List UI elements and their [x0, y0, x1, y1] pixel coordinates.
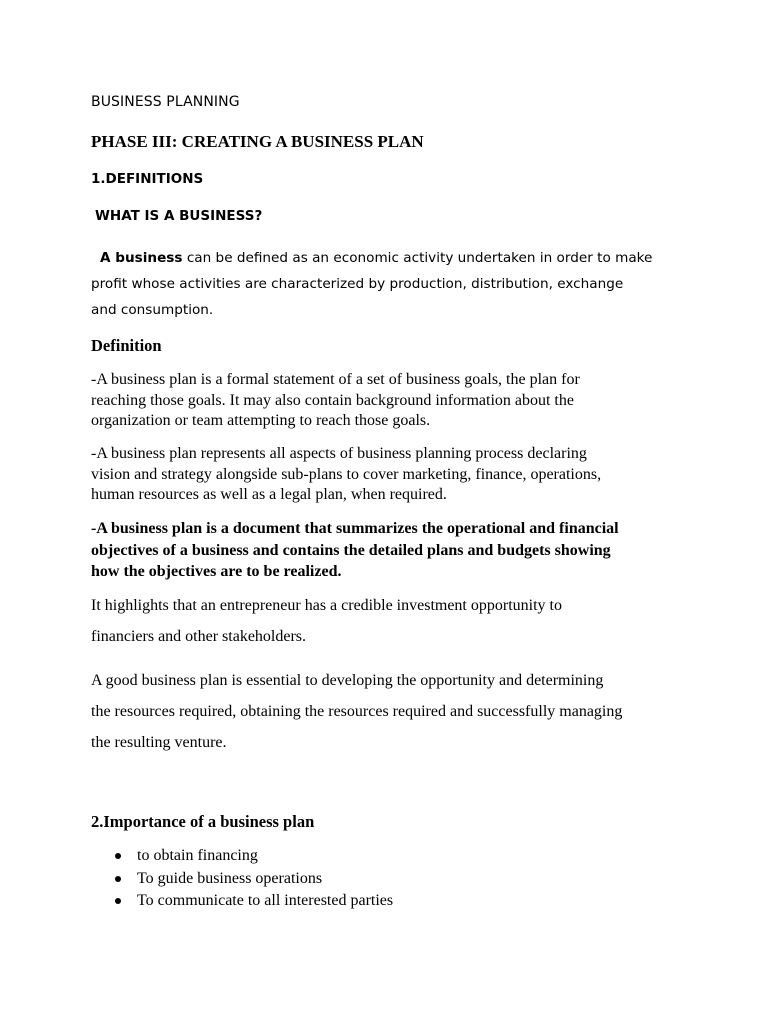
paragraph-line: how the objectives are to be realized.	[91, 563, 342, 580]
list-item	[113, 890, 393, 913]
paragraph-line: financiers and other stakeholders.	[91, 628, 307, 645]
paragraph-line: the resulting venture.	[91, 734, 227, 751]
question-heading: WHAT IS A BUSINESS?	[95, 208, 263, 224]
business-definition-line-1	[91, 245, 691, 271]
section-heading-importance: 2.Importance of a business plan	[91, 812, 315, 831]
good-business-plan-paragraph	[91, 665, 691, 758]
definition-heading: Definition	[91, 336, 162, 355]
importance-list	[113, 845, 393, 913]
business-definition-paragraph	[91, 245, 691, 323]
phase-title: PHASE III: CREATING A BUSINESS PLAN	[91, 132, 424, 151]
paragraph-line: human resources as well as a legal plan, when required.	[91, 486, 447, 503]
definition-paragraph-3-bold	[91, 518, 691, 583]
business-definition-line-3: and consumption.	[91, 302, 214, 318]
paragraph-line: -A business plan is a document that summarizes the operational and financial	[91, 520, 619, 537]
list-item-text: To communicate to all interested parties	[137, 892, 394, 909]
paragraph-line: A good business plan is essential to developing the opportunity and determining	[91, 672, 604, 689]
business-definition-line-2: profit whose activities are characterized by production, distribution, exchange	[91, 276, 624, 292]
paragraph-line: objectives of a business and contains the detailed plans and budgets showing	[91, 541, 611, 559]
paragraph-line: reaching those goals. It may also contain background information about the	[91, 391, 574, 409]
definition-paragraph-2	[91, 444, 691, 506]
section-heading-definitions: 1.DEFINITIONS	[91, 171, 204, 187]
list-item-text: to obtain financing	[137, 847, 258, 864]
bullet-icon	[115, 876, 121, 882]
paragraph-line: organization or team attempting to reach those goals.	[91, 412, 431, 429]
business-definition-line-1-rest: can be defined as an economic activity undertaken in order to make	[182, 250, 653, 266]
business-term: A business	[100, 250, 183, 266]
paragraph-line: the resources required, obtaining the resources required and successfully managing	[91, 703, 623, 720]
paragraph-line: vision and strategy alongside sub-plans to cover marketing, finance, operations,	[91, 465, 602, 483]
bullet-icon	[115, 898, 121, 904]
definition-paragraph-1	[91, 370, 691, 432]
paragraph-line: -A business plan represents all aspects of business planning process declaring	[91, 445, 587, 462]
paragraph-line: -A business plan is a formal statement of a set of business goals, the plan for	[91, 371, 580, 388]
list-item	[113, 845, 393, 868]
bullet-icon	[115, 853, 121, 859]
highlights-paragraph	[91, 590, 691, 652]
list-item	[113, 868, 393, 891]
list-item-text: To guide business operations	[137, 869, 323, 887]
document-header: BUSINESS PLANNING	[91, 94, 240, 110]
paragraph-line: It highlights that an entrepreneur has a credible investment opportunity to	[91, 597, 562, 614]
